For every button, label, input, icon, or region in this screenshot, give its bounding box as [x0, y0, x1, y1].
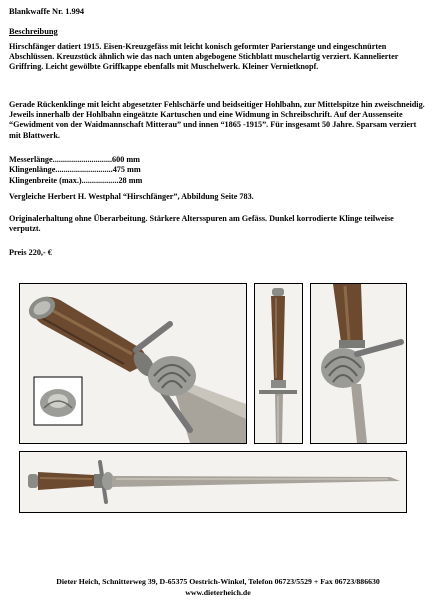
description-paragraph-blade: Gerade Rückenklinge mit leicht abgesetzter Fehlschärfe und beidseitiger Hohlbahn, zur Mittelspitze hin zweischneidig. Jeweils innerhalb der Hohlbahn eingeätzte Kartuschen und eine Widmung in Schreibschrift. Auf der Aussenseite “Gewidment von der Waidmannschaft Mitterau” und innen “1865 -1915”. Für insgesamt 50 Jahre. Sparsam verziert mit Blattwerk. — [9, 100, 425, 140]
price-label: Preis 220,- € — [9, 248, 52, 257]
specifications-list — [9, 155, 142, 186]
page-title: Blankwaffe Nr. 1.994 — [9, 7, 85, 16]
photo-hilt-detail — [19, 283, 247, 444]
spec-blade-width: Klingenbreite (max.)..................28 mm — [9, 175, 143, 185]
reference-note: Vergleiche Herbert H. Westphal “Hirschfänger”, Abbildung Seite 783. — [9, 192, 254, 201]
photo-full-hunting-knife — [19, 451, 407, 513]
photo-grip-vertical — [254, 283, 303, 444]
section-heading: Beschreibung — [9, 27, 58, 36]
spec-overall-length: Messerlänge.............................600 mm — [9, 155, 140, 164]
description-paragraph-hilt: Hirschfänger datiert 1915. Eisen-Kreuzgefäss mit leicht konisch geformter Parierstange und eingeschnürten Abschlüssen. Kreuzstück ähnlich wie das nach unten abgebogene Stichblatt muschelartig verziert. Kannelierter Griffring. Leicht gewölbte Griffkappe ebenfalls mit Muschelwerk. Kleiner Vernietknopf. — [9, 42, 399, 72]
photo-shell-guard — [310, 283, 407, 444]
footer-website[interactable]: www.dieterheich.de — [185, 588, 251, 597]
footer-address: Dieter Heich, Schnitterweg 39, D-65375 Oestrich-Winkel, Telefon 06723/5529 + Fax 06723/886630 — [56, 577, 380, 586]
condition-note: Originalerhaltung ohne Überarbeitung. Stärkere Altersspuren am Gefäss. Dunkel korrodierte Klinge teilweise verputzt. — [9, 214, 394, 234]
spec-blade-length: Klingenlänge............................475 mm — [9, 165, 141, 175]
